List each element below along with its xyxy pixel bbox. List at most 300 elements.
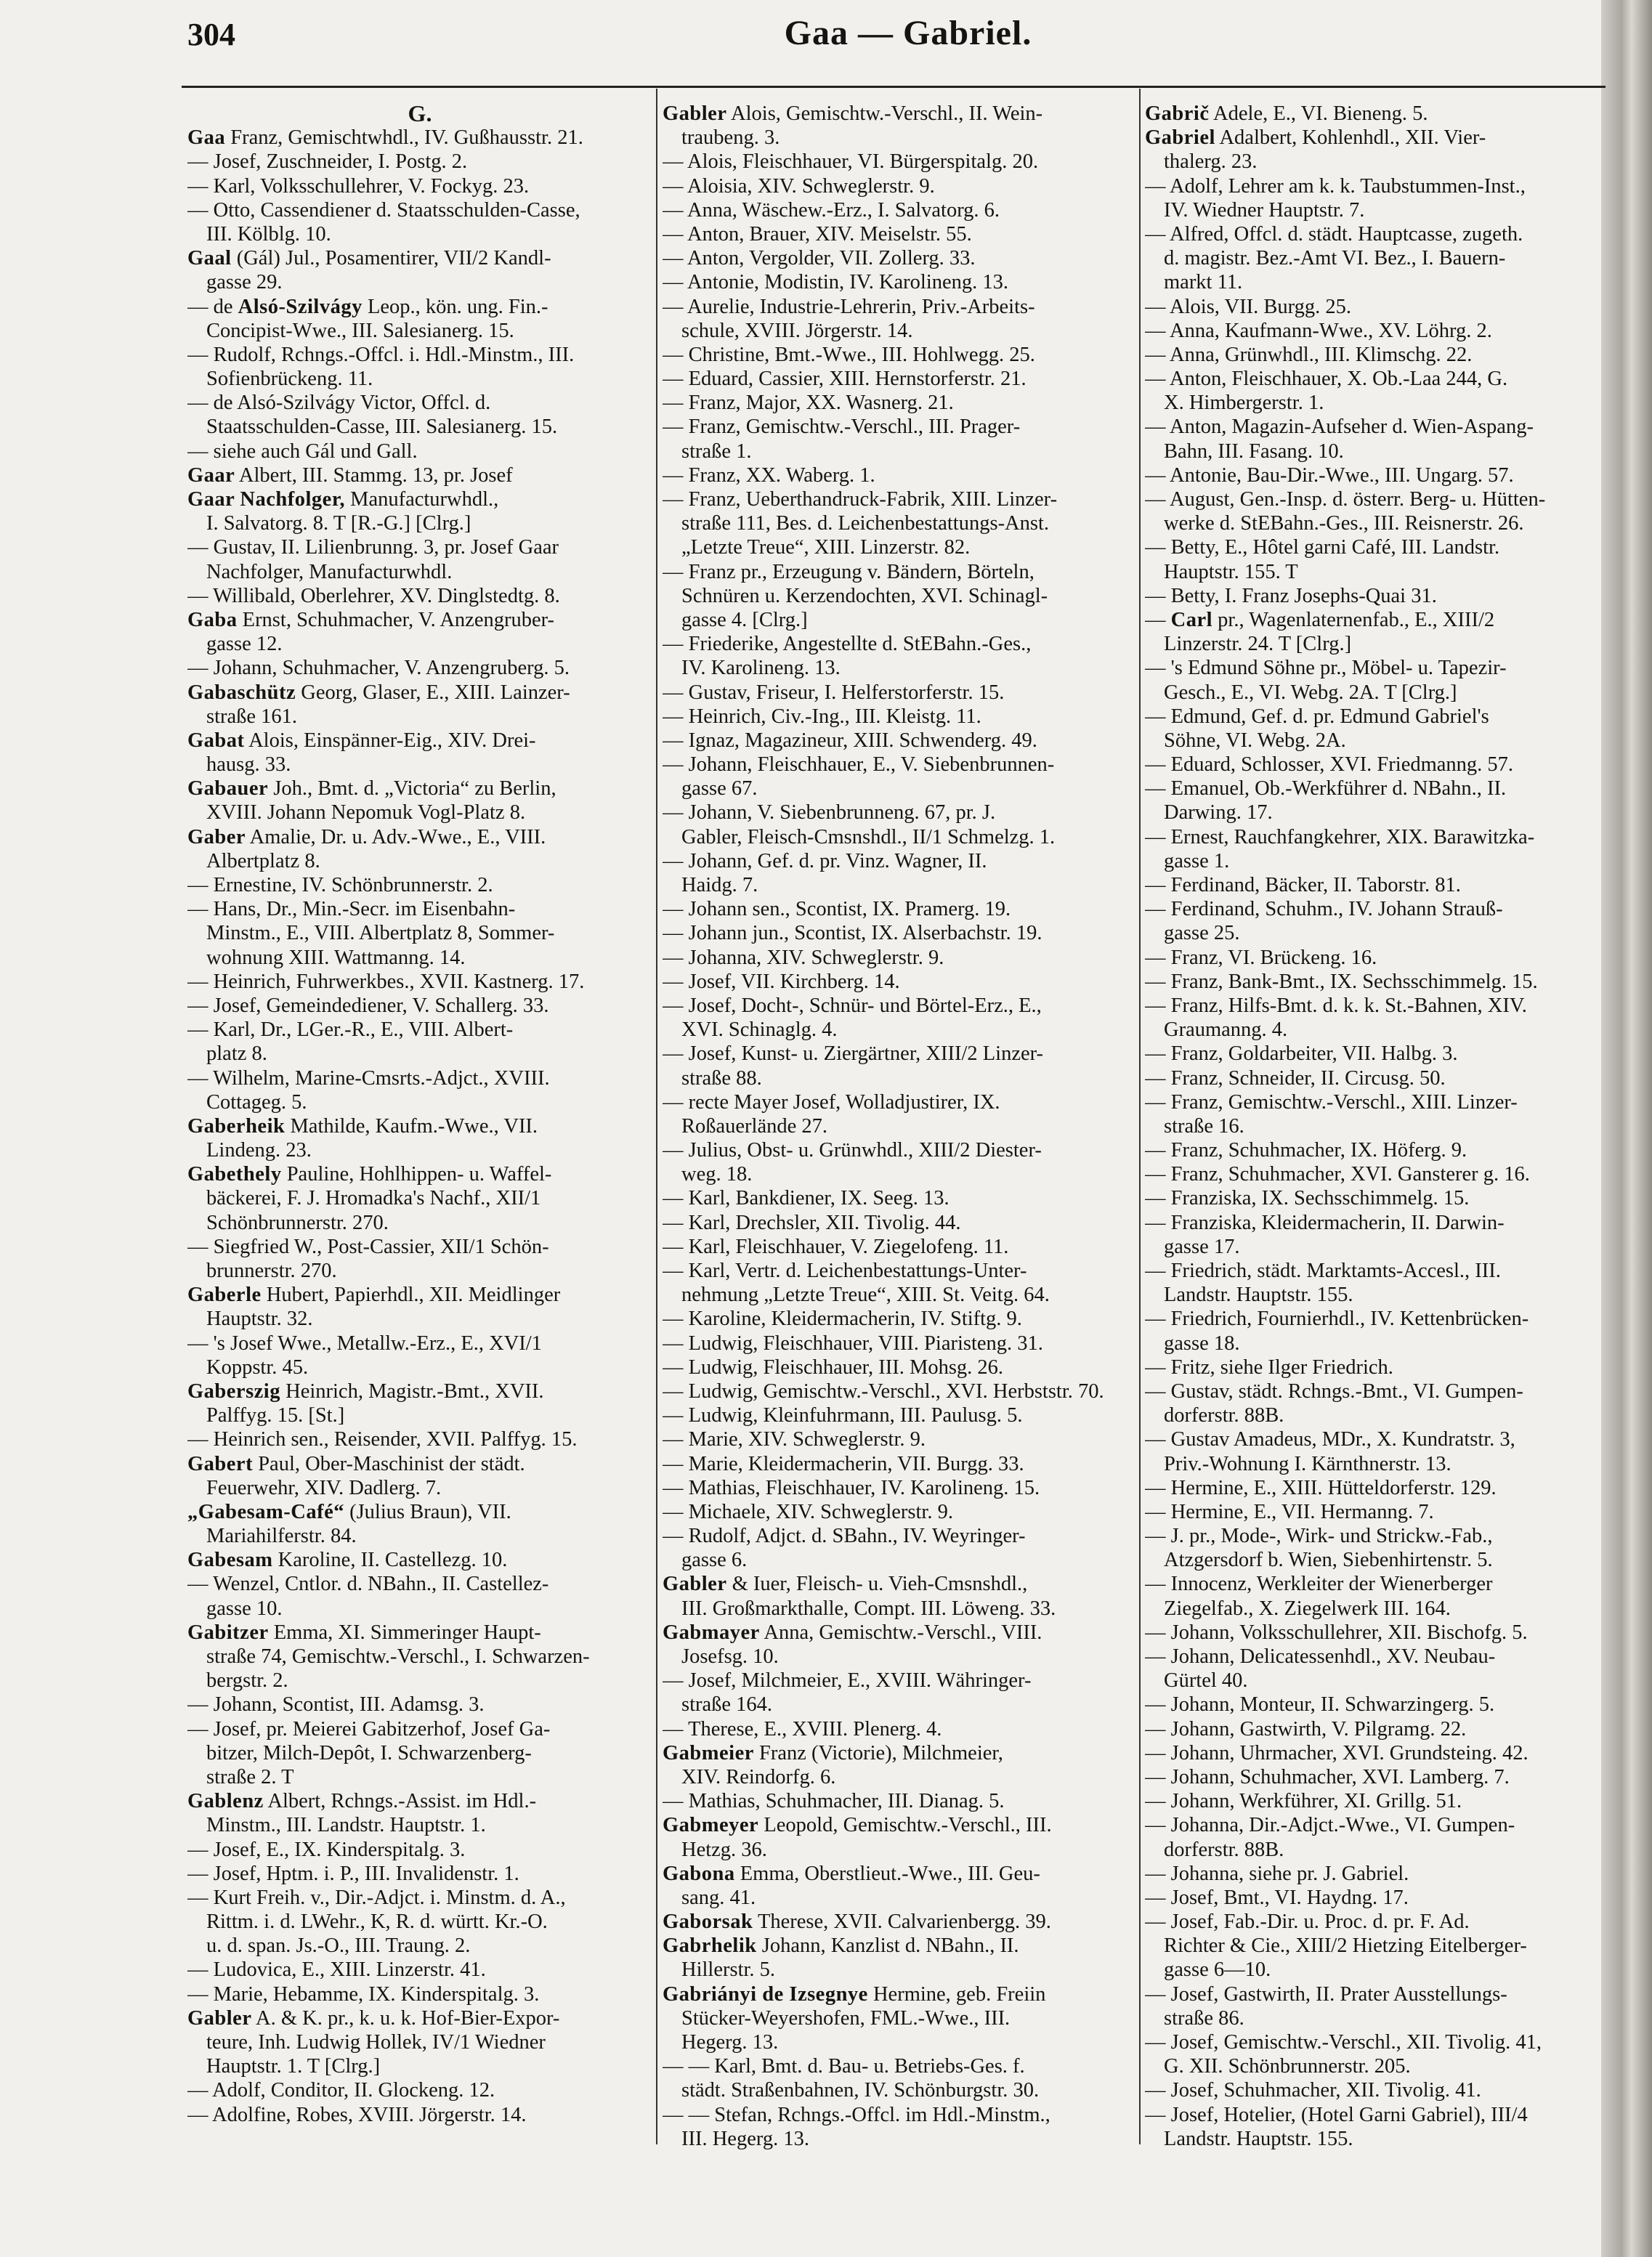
entry-text: Hillerstr. 5. — [681, 1958, 776, 1982]
directory-entry-line — [663, 222, 1133, 246]
directory-entry-line — [1145, 1597, 1601, 1621]
entry-text: straße 16. — [1164, 1114, 1244, 1138]
directory-entry-line — [1145, 632, 1601, 656]
entry-prefix: — de — [187, 295, 238, 318]
entry-surname: Gabriel — [1145, 126, 1215, 150]
entry-text: — Franz, Schneider, II. Circusg. 50. — [1145, 1066, 1446, 1090]
entry-surname: Gaal — [187, 247, 232, 270]
directory-entry-line — [187, 656, 652, 680]
entry-text: X. Himbergerstr. 1. — [1164, 392, 1324, 415]
entry-text: Minstm., E., VIII. Albertplatz 8, Sommer- — [206, 922, 555, 945]
directory-entry-line — [663, 439, 1133, 463]
directory-entry-line — [187, 1403, 652, 1427]
entry-text: — Ludovica, E., XIII. Linzerstr. 41. — [187, 1958, 486, 1982]
directory-entry-line — [663, 1548, 1133, 1572]
entry-surname: Carl — [1170, 608, 1213, 631]
directory-entry-line — [187, 1597, 652, 1621]
directory-entry-line — [187, 439, 652, 463]
directory-entry-line — [1145, 1838, 1601, 1862]
directory-entry-line — [1145, 319, 1601, 343]
directory-entry-line — [663, 1524, 1133, 1548]
entry-text: — Antonie, Modistin, IV. Karolineng. 13. — [663, 271, 1009, 294]
entry-text: — Ignaz, Magazineur, XIII. Schwenderg. 49. — [663, 729, 1037, 752]
entry-text: Stücker-Weyershofen, FML.-Wwe., III. — [681, 2006, 1011, 2030]
entry-text: — Josef, Hotelier, (Hotel Garni Gabriel), III/4 — [1145, 2103, 1528, 2126]
directory-entry-line — [1145, 391, 1601, 415]
entry-surname: Gabriányi de Izsegnye — [663, 1982, 868, 2006]
directory-entry-line — [1145, 1934, 1601, 1958]
directory-entry-line — [187, 1886, 652, 1910]
directory-entry-line — [663, 1090, 1133, 1114]
entry-text: Nachfolger, Manufacturwhdl. — [206, 560, 453, 583]
entry-surname: Gabmeier — [663, 1741, 754, 1764]
entry-text: nehmung „Letzte Treue“, XIII. St. Veitg. 64. — [681, 1284, 1050, 1307]
directory-entry-line — [663, 1452, 1133, 1476]
directory-entry-line — [663, 681, 1133, 705]
entry-text: Schönbrunnerstr. 270. — [206, 1211, 389, 1234]
directory-entry-line — [663, 921, 1133, 945]
directory-entry-line — [1145, 1789, 1601, 1813]
entry-text: — Josef, Gemeindediener, V. Schallerg. 33. — [187, 994, 549, 1017]
entry-text: XVIII. Johann Nepomuk Vogl-Platz 8. — [206, 801, 526, 824]
entry-text: Hauptstr. 32. — [206, 1308, 313, 1331]
directory-entry-line — [187, 1500, 652, 1524]
directory-entry-line — [187, 705, 652, 729]
directory-entry-line — [663, 1018, 1133, 1042]
directory-entry-line — [1145, 1500, 1601, 1524]
directory-entry-line — [187, 994, 652, 1018]
entry-text: Minstm., III. Landstr. Hauptstr. 1. — [206, 1814, 486, 1837]
directory-entry-line — [663, 150, 1133, 174]
entry-surname: Gabrič — [1145, 102, 1210, 125]
entry-text: — Franz, Bank-Bmt., IX. Sechsschimmelg. 15. — [1145, 970, 1538, 993]
entry-text: — Josef, Hptm. i. P., III. Invalidenstr. 1. — [187, 1862, 519, 1885]
directory-entry-line — [1145, 1307, 1601, 1331]
directory-entry-line — [1145, 608, 1601, 632]
entry-text: — Josef, Fab.-Dir. u. Proc. d. pr. F. Ad. — [1145, 1910, 1470, 1934]
directory-entry-line — [1145, 2103, 1601, 2127]
directory-entry-line — [187, 1138, 652, 1162]
entry-text: — Julius, Obst- u. Grünwhdl., XIII/2 Diester- — [663, 1139, 1042, 1162]
entry-text: pr., Wagenlaternenfab., E., XIII/2 — [1212, 608, 1495, 631]
entry-text: — Josef, Zuschneider, I. Postg. 2. — [187, 150, 468, 174]
entry-text: straße 2. T — [206, 1765, 294, 1788]
directory-entry-line — [187, 1235, 652, 1259]
entry-text: — Karl, Bankdiener, IX. Seeg. 13. — [663, 1187, 950, 1210]
directory-entry-line — [663, 777, 1133, 801]
entry-text: Franz, Gemischtwhdl., IV. Gußhausstr. 21. — [225, 126, 583, 150]
directory-entry-line — [187, 174, 652, 198]
directory-entry-line — [1145, 2006, 1601, 2030]
directory-entry-line — [1145, 1018, 1601, 1042]
directory-entry-line — [187, 1379, 652, 1403]
entry-text: — Alois, VII. Burgg. 25. — [1145, 295, 1351, 318]
entry-text: — Josef, Bmt., VI. Haydng. 17. — [1145, 1886, 1409, 1909]
entry-text: — Marie, Hebamme, IX. Kinderspitalg. 3. — [187, 1982, 540, 2006]
entry-surname: Gabauer — [187, 777, 269, 801]
entry-text: gasse 6—10. — [1164, 1958, 1271, 1982]
directory-entry-line — [663, 343, 1133, 367]
entry-text: — J. pr., Mode-, Wirk- und Strickw.-Fab., — [1145, 1525, 1493, 1548]
directory-entry-line — [663, 897, 1133, 921]
directory-entry-line — [187, 246, 652, 270]
entry-text: Amalie, Dr. u. Adv.-Wwe., E., VIII. — [246, 825, 546, 848]
entry-text: — Ludwig, Fleischhauer, III. Mohsg. 26. — [663, 1356, 1004, 1379]
entry-surname: Gablenz — [187, 1790, 264, 1813]
directory-entry-line — [663, 1186, 1133, 1210]
entry-text: Haidg. 7. — [681, 874, 758, 896]
entry-text: — Franz, Schuhmacher, IX. Höferg. 9. — [1145, 1139, 1467, 1162]
directory-entry-line — [187, 801, 652, 824]
directory-entry-line — [187, 1813, 652, 1837]
entry-text: — Karl, Dr., LGer.-R., E., VIII. Albert- — [187, 1018, 514, 1042]
entry-text: — Aurelie, Industrie-Lehrerin, Priv.-Arbeits- — [663, 295, 1035, 318]
entry-text: Hauptstr. 155. T — [1164, 560, 1298, 583]
entry-text: — Franz, Gemischtw.-Verschl., III. Prager- — [663, 416, 1021, 439]
entry-surname: Gaborsak — [663, 1910, 753, 1934]
directory-entry-line — [1145, 174, 1601, 198]
entry-text: Concipist-Wwe., III. Salesianerg. 15. — [206, 319, 514, 342]
entry-text: — Marie, XIV. Schweglerstr. 9. — [663, 1428, 926, 1451]
directory-entry-line — [187, 1621, 652, 1645]
directory-entry-line — [663, 1693, 1133, 1717]
entry-text: Johann, Kanzlist d. NBahn., II. — [756, 1934, 1019, 1958]
entry-text: werke d. StEBahn.-Ges., III. Reisnerstr. 26. — [1164, 512, 1524, 535]
entry-text: Hegerg. 13. — [681, 2031, 779, 2054]
entry-text: — Josef, Milchmeier, E., XVIII. Währinger- — [663, 1669, 1032, 1693]
entry-text: Palffyg. 15. [St.] — [206, 1404, 345, 1427]
entry-surname: Alsó-Szilvágy — [238, 295, 363, 318]
page-title: Gaa — Gabriel. — [784, 14, 1032, 52]
directory-entry-line — [187, 753, 652, 777]
entry-text: Mariahilferstr. 84. — [206, 1525, 357, 1548]
entry-text: — Friederike, Angestellte d. StEBahn.-Ges., — [663, 633, 1032, 656]
entry-text: — Willibald, Oberlehrer, XV. Dinglstedtg. 8. — [187, 584, 560, 607]
directory-entry-line — [187, 1307, 652, 1331]
entry-text: Priv.-Wohnung I. Kärnthnerstr. 13. — [1164, 1452, 1451, 1475]
entry-text: III. Hegerg. 13. — [681, 2127, 809, 2150]
directory-entry-line — [1145, 1379, 1601, 1403]
directory-entry-line — [1145, 1259, 1601, 1283]
entry-text: — Heinrich sen., Reisender, XVII. Palffyg. 15. — [187, 1428, 578, 1451]
directory-entry-line — [663, 1669, 1133, 1693]
entry-text: — Friedrich, Fournierhdl., IV. Kettenbrücken- — [1145, 1308, 1529, 1331]
entry-text: straße 164. — [681, 1693, 773, 1717]
entry-text: Karoline, II. Castellezg. 10. — [272, 1549, 508, 1572]
directory-entry-line — [187, 2078, 652, 2102]
directory-entry-line — [663, 970, 1133, 994]
entry-text: — Eduard, Schlosser, XVI. Friedmanng. 57. — [1145, 753, 1514, 777]
directory-entry-line — [187, 560, 652, 584]
directory-entry-line — [187, 1548, 652, 1572]
directory-entry-line — [1145, 150, 1601, 174]
directory-entry-line — [1145, 1138, 1601, 1162]
directory-entry-line — [663, 825, 1133, 849]
entry-text: gasse 67. — [681, 777, 758, 801]
entry-text: — Johann, Volksschullehrer, XII. Bischofg. 5. — [1145, 1621, 1528, 1644]
directory-entry-line — [187, 970, 652, 994]
entry-text: — Karoline, Kleidermacherin, IV. Stiftg. 9. — [663, 1308, 1022, 1331]
entry-text: Ernst, Schuhmacher, V. Anzengruber- — [237, 608, 555, 631]
directory-entry-line — [187, 1114, 652, 1138]
entry-surname: Gaa — [187, 126, 226, 150]
entry-text: — Karl, Drechsler, XII. Tivolig. 44. — [663, 1211, 961, 1234]
entry-text: straße 86. — [1164, 2006, 1244, 2030]
entry-text: — Rudolf, Adjct. d. SBahn., IV. Weyringer- — [663, 1525, 1026, 1548]
entry-text: (Gál) Jul., Posamentirer, VII/2 Kandl- — [231, 247, 551, 270]
directory-entry-line — [663, 1765, 1133, 1789]
directory-entry-line — [1145, 1669, 1601, 1693]
directory-entry-line — [663, 1332, 1133, 1356]
directory-entry-line — [1145, 511, 1601, 535]
entry-text: — Marie, Kleidermacherin, VII. Burgg. 33. — [663, 1452, 1024, 1475]
entry-text: — Karl, Fleischhauer, V. Ziegelofeng. 11. — [663, 1235, 1009, 1258]
directory-entry-line — [663, 198, 1133, 222]
entry-text: Leop., kön. ung. Fin.- — [362, 295, 548, 318]
entry-text: straße 1. — [681, 439, 752, 463]
entry-surname: Gabethely — [187, 1163, 282, 1186]
directory-entry-line — [187, 391, 652, 415]
directory-entry-line — [663, 535, 1133, 559]
entry-text: Georg, Glaser, E., XIII. Lainzer- — [296, 681, 570, 704]
directory-entry-line — [1145, 535, 1601, 559]
directory-entry-line — [1145, 222, 1601, 246]
entry-text: — Josef, pr. Meierei Gabitzerhof, Josef Ga- — [187, 1717, 551, 1741]
entry-text: Franz (Victorie), Milchmeier, — [753, 1741, 1003, 1764]
directory-entry-line — [187, 1789, 652, 1813]
directory-entry-line — [1145, 873, 1601, 897]
entry-text: (Julius Braun), VII. — [344, 1500, 511, 1523]
directory-entry-line — [1145, 1645, 1601, 1669]
entry-text: — Betty, I. Franz Josephs-Quai 31. — [1145, 584, 1437, 607]
entry-text: — Friedrich, städt. Marktamts-Accesl., III. — [1145, 1260, 1501, 1282]
entry-text: hausg. 33. — [206, 753, 291, 777]
directory-entry-line — [663, 1789, 1133, 1813]
directory-column-1 — [187, 102, 652, 2127]
entry-surname: Gaba — [187, 608, 238, 631]
entry-text: III. Kölblg. 10. — [206, 222, 331, 246]
directory-entry-line — [1145, 295, 1601, 319]
directory-entry-line — [187, 681, 652, 705]
directory-entry-line — [1145, 439, 1601, 463]
directory-entry-line — [187, 1042, 652, 1066]
directory-entry-line — [187, 1958, 652, 1982]
entry-text: — Hermine, E., XIII. Hütteldorferstr. 129. — [1145, 1476, 1497, 1499]
entry-text: — Anton, Vergolder, VII. Zollerg. 33. — [663, 247, 976, 270]
directory-column-2 — [663, 102, 1133, 2151]
entry-text: — Ernestine, IV. Schönbrunnerstr. 2. — [187, 874, 493, 896]
entry-text: — Josef, Kunst- u. Ziergärtner, XIII/2 Linzer- — [663, 1042, 1044, 1066]
entry-text: Rittm. i. d. LWehr., K, R. d. württ. Kr.-O. — [206, 1910, 548, 1934]
directory-entry-line — [1145, 1427, 1601, 1451]
directory-entry-line — [1145, 777, 1601, 801]
directory-entry-line — [187, 946, 652, 970]
entry-text: gasse 29. — [206, 271, 283, 294]
directory-entry-line — [663, 2030, 1133, 2054]
directory-entry-line — [663, 1356, 1133, 1379]
entry-text: — Johanna, siehe pr. J. Gabriel. — [1145, 1862, 1409, 1885]
directory-entry-line — [187, 126, 652, 150]
directory-entry-line — [1145, 849, 1601, 873]
directory-entry-line — [1145, 463, 1601, 487]
directory-entry-line — [1145, 1186, 1601, 1210]
entry-text: — Innocenz, Werkleiter der Wienerberger — [1145, 1573, 1493, 1596]
entry-text: Josefsg. 10. — [681, 1645, 779, 1668]
entry-text: gasse 12. — [206, 633, 283, 656]
directory-column-3 — [1145, 102, 1601, 2151]
entry-text: — Anna, Grünwhdl., III. Klimschg. 22. — [1145, 343, 1473, 366]
directory-entry-line — [1145, 656, 1601, 680]
directory-entry-line — [1145, 1862, 1601, 1886]
entry-text: Landstr. Hauptstr. 155. — [1164, 1284, 1353, 1307]
directory-entry-line — [187, 367, 652, 391]
entry-text: III. Großmarkthalle, Compt. III. Löweng. 33. — [681, 1597, 1056, 1620]
directory-entry-line — [1145, 1958, 1601, 1982]
directory-entry-line — [1145, 1693, 1601, 1717]
entry-text: — Johann, Schuhmacher, V. Anzengruberg. 5. — [187, 657, 570, 680]
directory-entry-line — [187, 415, 652, 439]
entry-text: — Johann, Werkführer, XI. Grillg. 51. — [1145, 1790, 1462, 1813]
entry-text: — Franziska, Kleidermacherin, II. Darwin- — [1145, 1211, 1505, 1234]
directory-entry-line — [1145, 2078, 1601, 2102]
entry-text: Ziegelfab., X. Ziegelwerk III. 164. — [1164, 1597, 1451, 1620]
directory-entry-line — [187, 1356, 652, 1379]
directory-entry-line — [187, 897, 652, 921]
entry-text: — Ludwig, Kleinfuhrmann, III. Paulusg. 5. — [663, 1404, 1023, 1427]
entry-text: d. magistr. Bez.-Amt VI. Bez., I. Bauern- — [1164, 247, 1506, 270]
entry-text: — 's Edmund Söhne pr., Möbel- u. Tapezir- — [1145, 657, 1507, 680]
directory-entry-line — [1145, 1886, 1601, 1910]
entry-surname: Gaberheik — [187, 1114, 286, 1138]
section-letter-heading: G. — [408, 102, 432, 126]
entry-text: sang. 41. — [681, 1886, 756, 1909]
entry-text: schule, XVIII. Jörgerstr. 14. — [681, 319, 913, 342]
entry-text: traubeng. 3. — [681, 126, 780, 150]
entry-text: Sofienbrückeng. 11. — [206, 368, 373, 391]
entry-surname: Gabesam — [187, 1549, 273, 1572]
directory-entry-line — [187, 1427, 652, 1451]
entry-text: Staatsschulden-Casse, III. Salesianerg. 15. — [206, 416, 558, 439]
directory-entry-line — [663, 560, 1133, 584]
entry-text: — Josef, Docht-, Schnür- und Börtel-Erz., E., — [663, 994, 1042, 1017]
directory-entry-line — [187, 1259, 652, 1283]
entry-text: — Johanna, Dir.-Adjct.-Wwe., VI. Gumpen- — [1145, 1814, 1515, 1837]
entry-text: Albert, Rchngs.-Assist. im Hdl.- — [263, 1790, 537, 1813]
directory-entry-line — [1145, 1813, 1601, 1837]
entry-text: — siehe auch Gál und Gall. — [187, 439, 418, 463]
directory-entry-line — [187, 921, 652, 945]
directory-entry-line — [663, 1427, 1133, 1451]
directory-entry-line — [187, 1066, 652, 1090]
directory-entry-line — [187, 825, 652, 849]
directory-entry-line — [663, 1645, 1133, 1669]
entry-surname: Gabitzer — [187, 1621, 269, 1644]
directory-entry-line — [663, 1259, 1133, 1283]
directory-entry-line — [1145, 270, 1601, 294]
directory-entry-line — [187, 295, 652, 319]
directory-entry-line — [1145, 729, 1601, 753]
directory-entry-line — [187, 2054, 652, 2078]
entry-text: straße 74, Gemischtw.-Verschl., I. Schwarzen- — [206, 1645, 590, 1668]
directory-entry-line — [1145, 946, 1601, 970]
entry-text: IV. Karolineng. 13. — [681, 657, 841, 680]
entry-text: — Josef, Gastwirth, II. Prater Ausstellungs- — [1145, 1982, 1507, 2006]
directory-entry-line — [187, 1741, 652, 1765]
directory-entry-line — [663, 319, 1133, 343]
entry-surname: Gabert — [187, 1452, 254, 1475]
directory-entry-line — [1145, 681, 1601, 705]
entry-text: — Siegfried W., Post-Cassier, XII/1 Schön- — [187, 1235, 549, 1258]
directory-entry-line — [663, 1838, 1133, 1862]
directory-entry-line — [1145, 1524, 1601, 1548]
entry-text: Joh., Bmt. d. „Victoria“ zu Berlin, — [268, 777, 556, 801]
entry-text: A. & K. pr., k. u. k. Hof-Bier-Expor- — [251, 2006, 560, 2030]
entry-text: dorferstr. 88B. — [1164, 1838, 1284, 1861]
book-edge — [1601, 0, 1652, 2257]
directory-entry-line — [663, 1597, 1133, 1621]
directory-entry-line — [663, 1379, 1133, 1403]
entry-text: — Franz, Major, XX. Wasnerg. 21. — [663, 392, 954, 415]
entry-text: — Adolf, Lehrer am k. k. Taubstummen-Inst., — [1145, 174, 1526, 198]
entry-text: — recte Mayer Josef, Wolladjustirer, IX. — [663, 1090, 1000, 1114]
entry-text: — Johann sen., Scontist, IX. Pramerg. 19. — [663, 898, 1011, 921]
directory-entry-line — [1145, 246, 1601, 270]
entry-text: — Alfred, Offcl. d. städt. Hauptcasse, zugeth. — [1145, 222, 1523, 246]
entry-text: dorferstr. 88B. — [1164, 1404, 1284, 1427]
column-divider — [656, 89, 657, 2144]
entry-text: Hauptstr. 1. T [Clrg.] — [206, 2055, 381, 2078]
directory-entry-line — [1145, 1162, 1601, 1186]
directory-entry-line — [663, 1500, 1133, 1524]
directory-entry-line — [663, 1235, 1133, 1259]
entry-text: Gesch., E., VI. Webg. 2A. T [Clrg.] — [1164, 681, 1457, 704]
directory-entry-line — [1145, 1356, 1601, 1379]
directory-entry-line — [1145, 1621, 1601, 1645]
entry-text: Linzerstr. 24. T [Clrg.] — [1164, 633, 1352, 656]
directory-entry-line — [663, 632, 1133, 656]
entry-text: — Johann, Delicatessenhdl., XV. Neubau- — [1145, 1645, 1496, 1668]
entry-text: — Ferdinand, Bäcker, II. Taborstr. 81. — [1145, 874, 1461, 896]
entry-surname: „Gabesam-Café“ — [187, 1500, 344, 1523]
entry-text: I. Salvatorg. 8. T [R.-G.] [Clrg.] — [206, 512, 471, 535]
entry-text: — Anna, Wäschew.-Erz., I. Salvatorg. 6. — [663, 198, 1000, 222]
directory-entry-line — [663, 102, 1133, 126]
entry-text: Roßauerlände 27. — [681, 1114, 828, 1138]
directory-entry-line — [1145, 825, 1601, 849]
directory-entry-line — [187, 319, 652, 343]
entry-text: Paul, Ober-Maschinist der städt. — [253, 1452, 525, 1475]
directory-entry-line — [663, 729, 1133, 753]
directory-entry-line — [187, 729, 652, 753]
directory-entry-line — [187, 198, 652, 222]
directory-entry-line — [663, 2006, 1133, 2030]
header-rule — [182, 86, 1606, 88]
directory-entry-line — [187, 1524, 652, 1548]
entry-text: — Anna, Kaufmann-Wwe., XV. Löhrg. 2. — [1145, 319, 1492, 342]
entry-text: — Fritz, siehe Ilger Friedrich. — [1145, 1356, 1393, 1379]
entry-text: — Johann, Gastwirth, V. Pilgramg. 22. — [1145, 1717, 1467, 1741]
entry-text: — Gustav Amadeus, MDr., X. Kundratstr. 3, — [1145, 1428, 1515, 1451]
entry-text: — Anton, Brauer, XIV. Meiselstr. 55. — [663, 222, 972, 246]
entry-text: — Ludwig, Gemischtw.-Verschl., XVI. Herbststr. 70. — [663, 1379, 1104, 1403]
directory-entry-line — [663, 367, 1133, 391]
entry-text: Koppstr. 45. — [206, 1356, 309, 1379]
directory-entry-line — [663, 1958, 1133, 1982]
directory-entry-line — [1145, 367, 1601, 391]
directory-entry-line — [1145, 1042, 1601, 1066]
entry-text: — Ernest, Rauchfangkehrer, XIX. Barawitzka- — [1145, 825, 1535, 848]
directory-entry-line — [1145, 994, 1601, 1018]
